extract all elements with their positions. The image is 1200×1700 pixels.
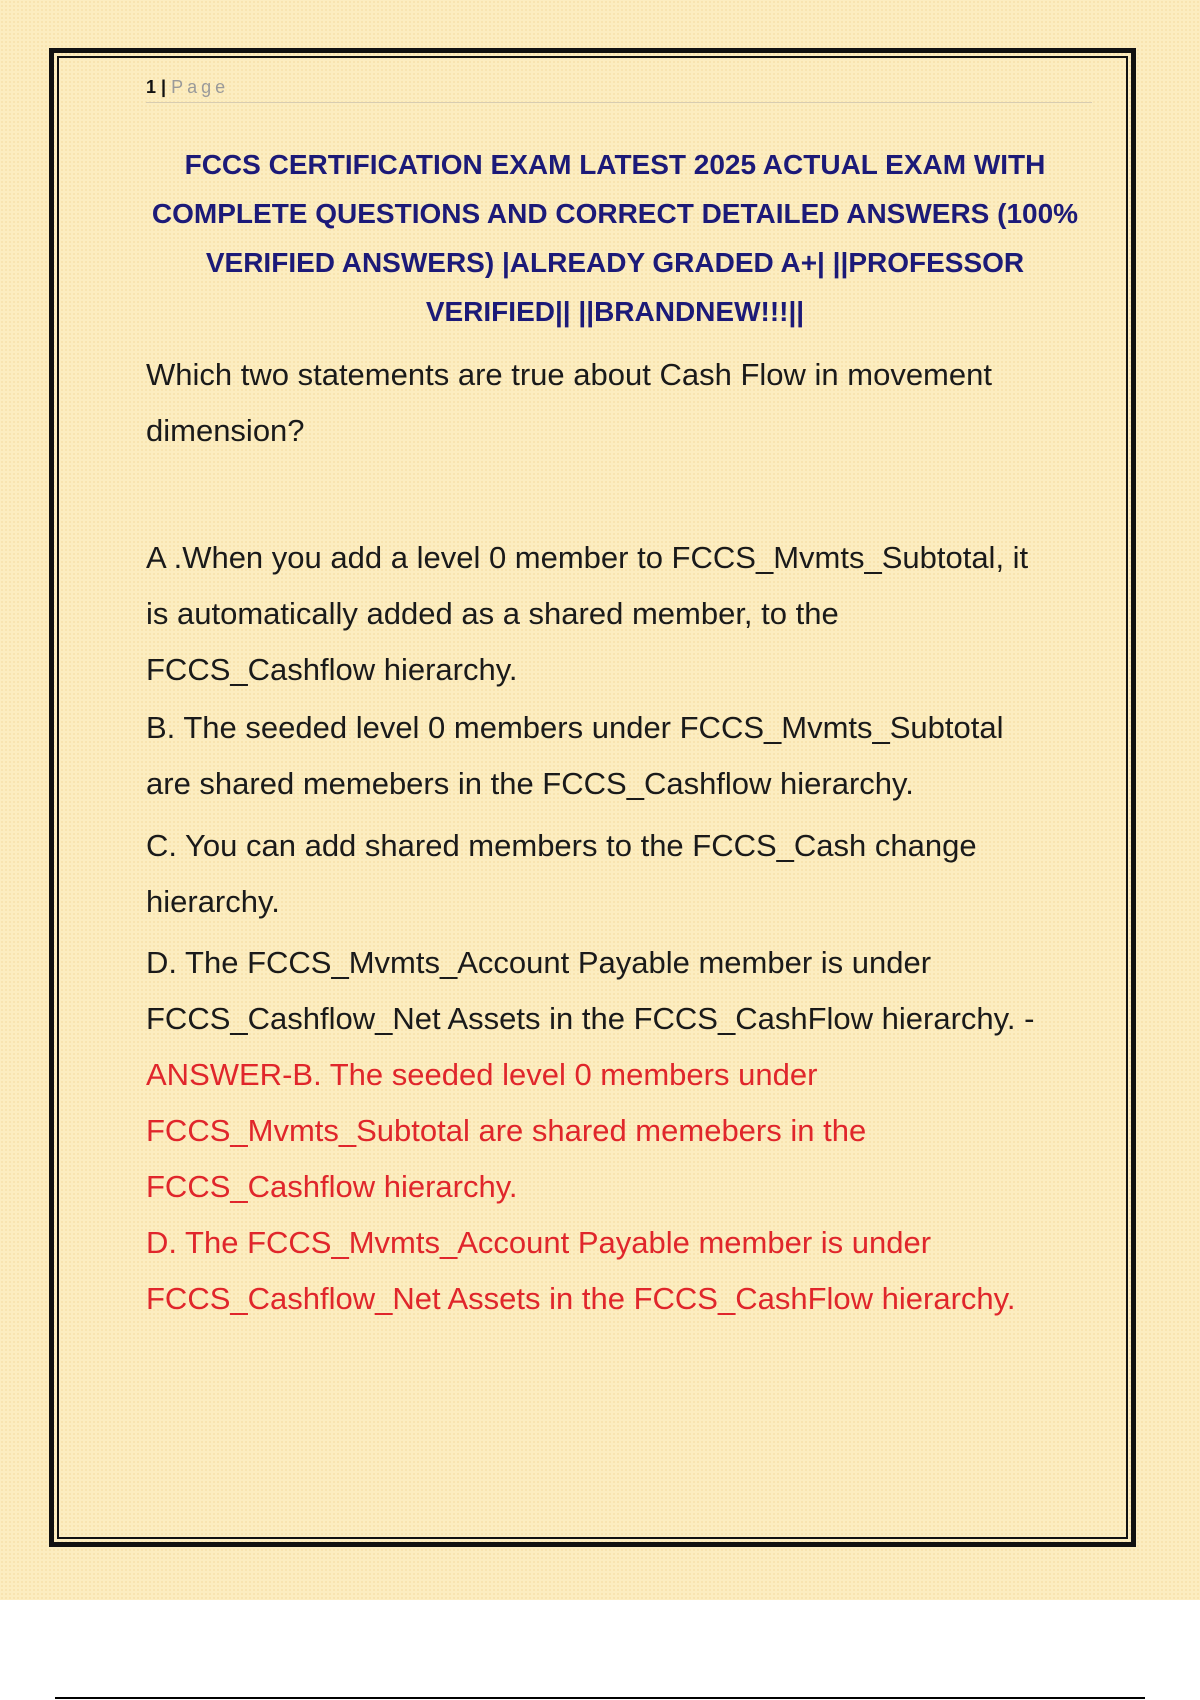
page-label: Page <box>171 77 230 97</box>
option-c: C. You can add shared members to the FCCS_Cash change hierarchy. <box>146 828 977 919</box>
page-header <box>146 72 1092 103</box>
option-b: B. The seeded level 0 members under FCCS_Mvmts_Subtotal are shared memebers in the FCCS_Cashflow hierarchy. <box>146 710 1004 801</box>
page-header-separator: | <box>161 77 167 97</box>
answer-d: D. The FCCS_Mvmts_Account Payable member is under FCCS_Cashflow_Net Assets in the FCCS_CashFlow hierarchy. <box>146 1225 1016 1316</box>
bottom-rule <box>55 1697 1145 1699</box>
document-title: FCCS CERTIFICATION EXAM LATEST 2025 ACTUAL EXAM WITH COMPLETE QUESTIONS AND CORRECT DETAILED ANSWERS (100% VERIFIED ANSWERS) |ALREADY GRADED A+| ||PROFESSOR VERIFIED|| ||BRANDNEW!!!|| <box>151 149 1079 327</box>
question-text: Which two statements are true about Cash Flow in movement dimension? <box>146 357 992 448</box>
page-number: 1 <box>146 77 157 97</box>
option-d: D. The FCCS_Mvmts_Account Payable member is under FCCS_Cashflow_Net Assets in the FCCS_CashFlow hierarchy. - <box>146 945 1035 1036</box>
answer-b: ANSWER-B. The seeded level 0 members under FCCS_Mvmts_Subtotal are shared memebers in the FCCS_Cashflow hierarchy. <box>146 1057 867 1204</box>
option-a: A .When you add a level 0 member to FCCS_Mvmts_Subtotal, it is automatically added as a shared member, to the FCCS_Cashflow hierarchy. <box>146 540 1029 687</box>
